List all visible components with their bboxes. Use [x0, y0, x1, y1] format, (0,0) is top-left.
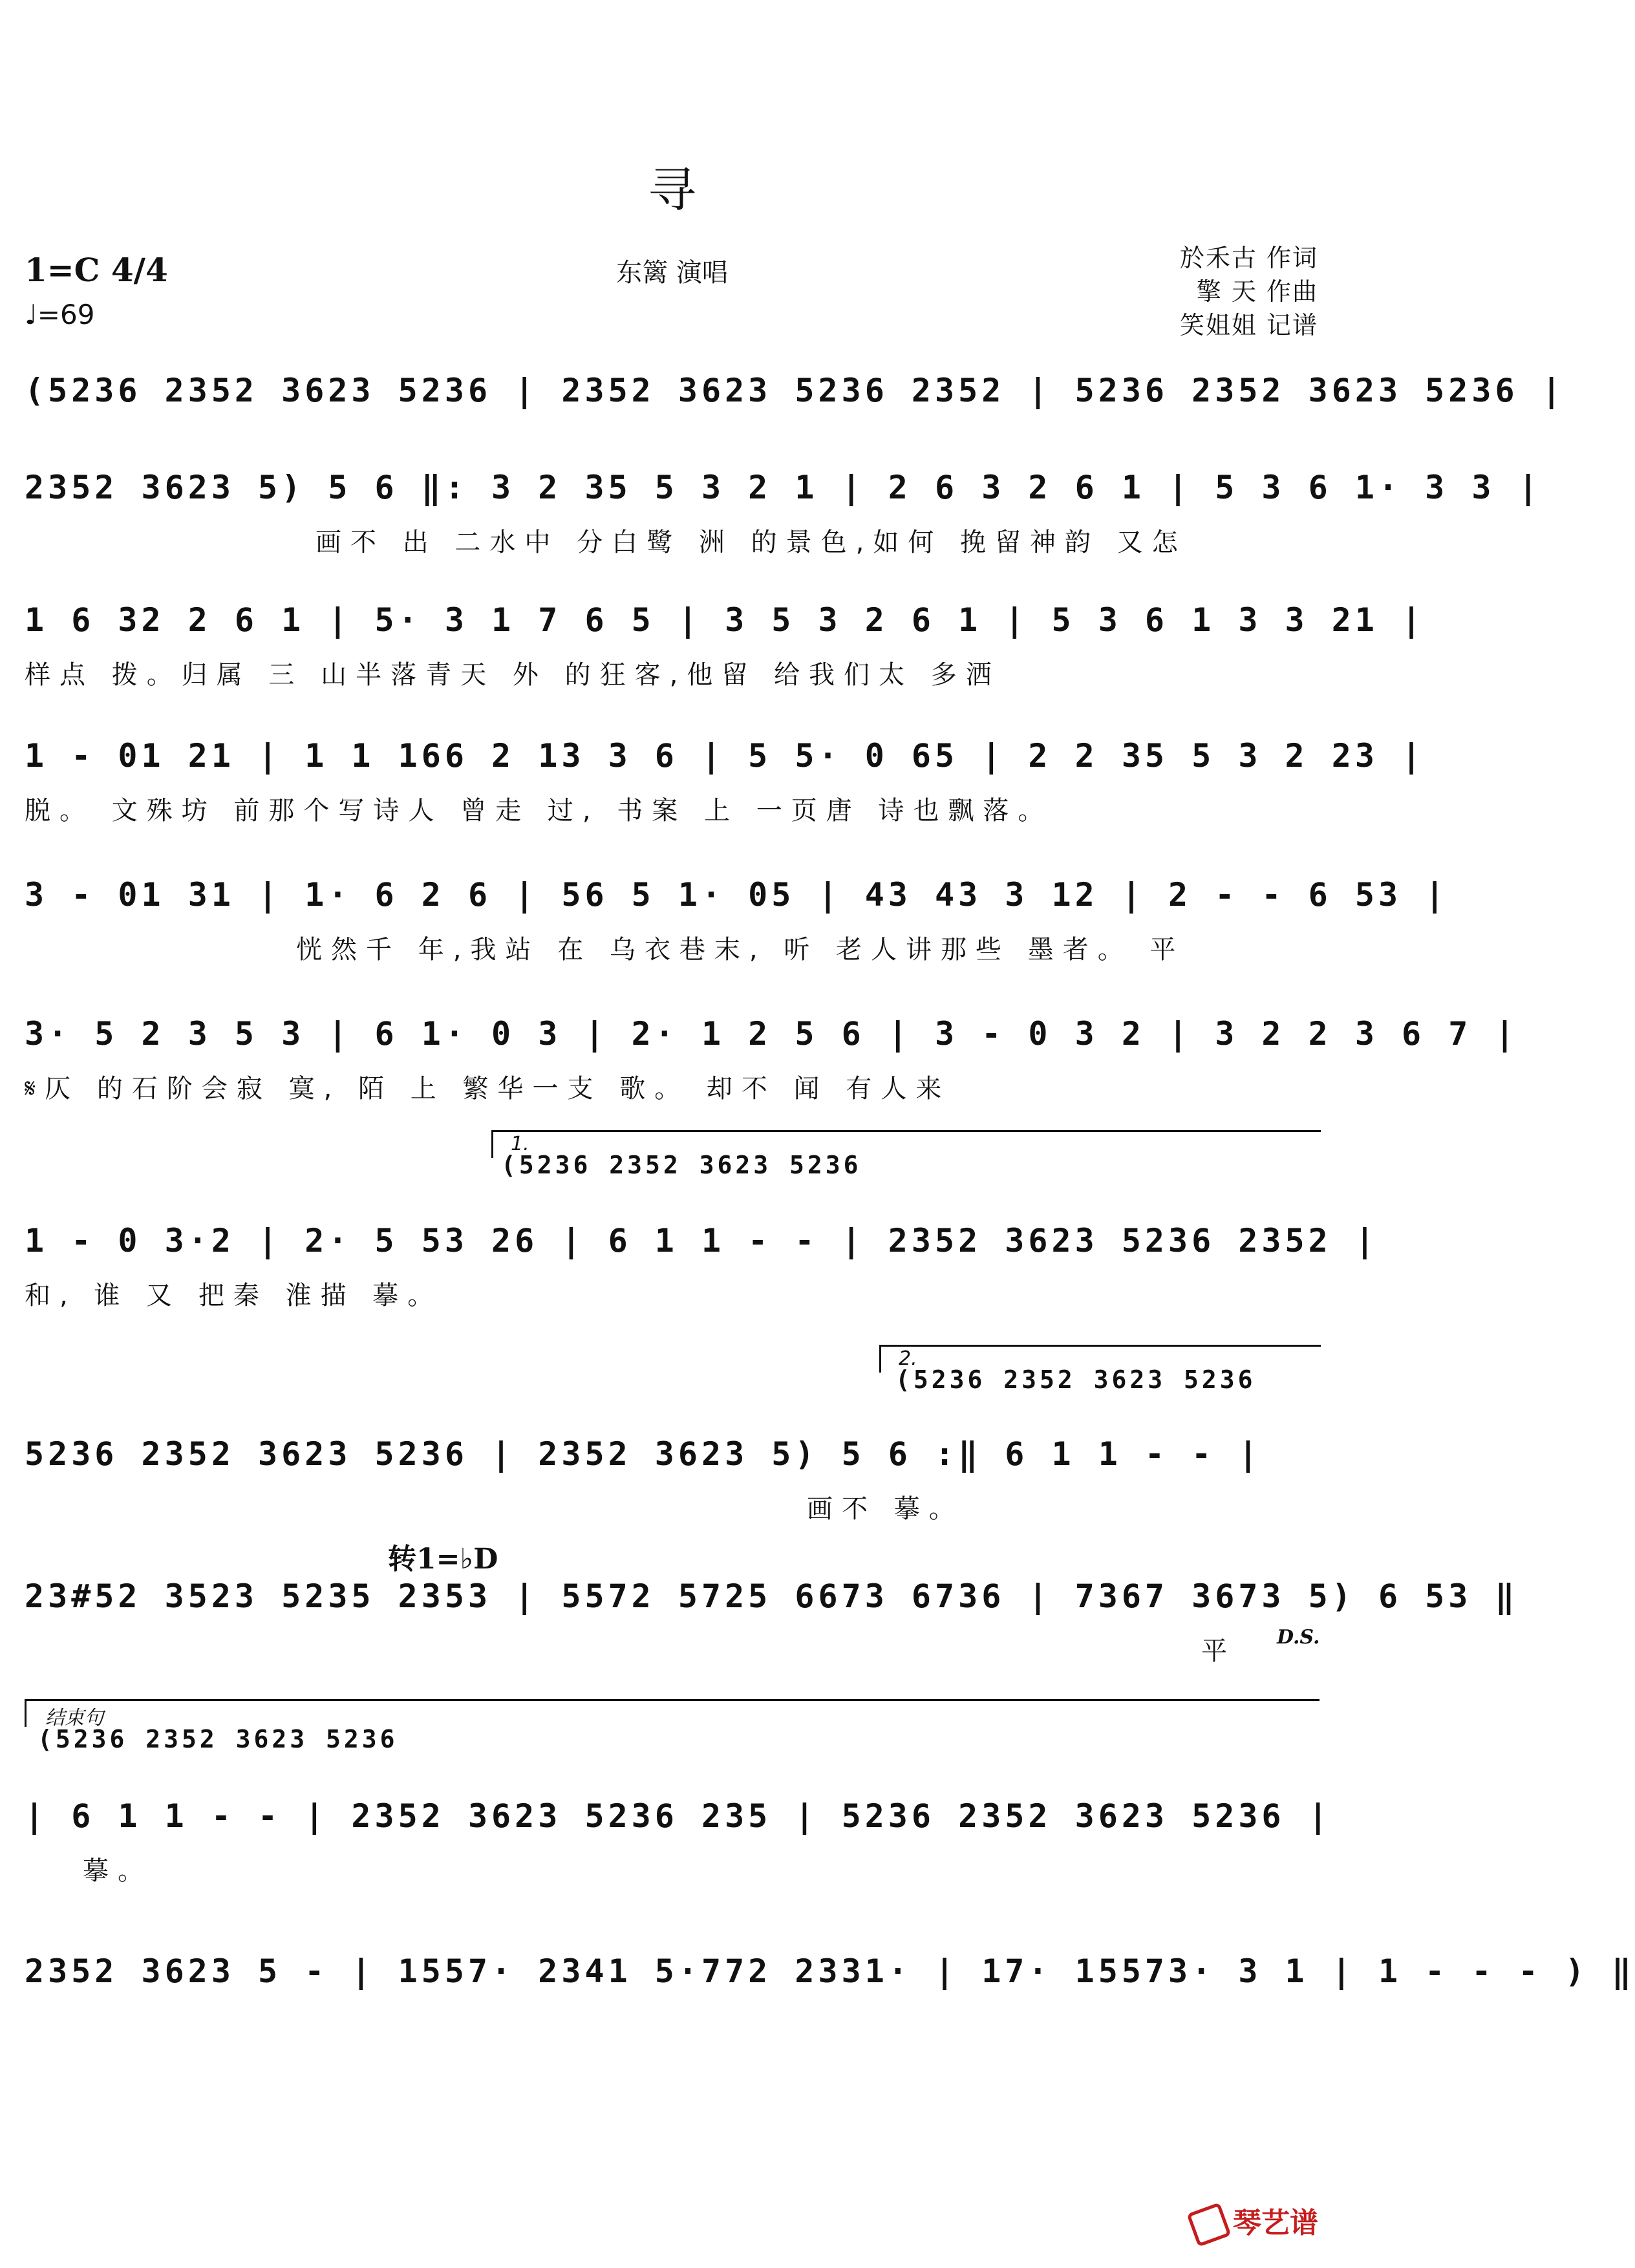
second-ending-label: 2.: [899, 1347, 917, 1370]
lyric-line: 𝄋仄 的石阶会寂 寞, 陌 上 繁华一支 歌。 却不 闻 有人来: [25, 1074, 951, 1104]
score-row-2: [25, 469, 1542, 559]
ending-notes: (5236 2352 3623 5236: [37, 1725, 398, 1753]
notation-line: 23#52 3523 5235 2353 | 5572 5725 6673 6736 | 7367 3673 5) 6 53 ‖: [25, 1578, 1519, 1615]
score-row-8: [25, 1435, 1318, 1526]
lyricist-credit: 於禾古 作词: [1179, 244, 1318, 272]
first-ending-notes: (5236 2352 3623 5236: [501, 1151, 862, 1179]
first-ending-label: 1.: [511, 1133, 529, 1155]
notation-line: 1 - 0 3·2 | 2· 5 53 26 | 6 1 1 - - | 2352 3623 5236 2352 |: [25, 1222, 1378, 1259]
lyric-line: 平: [1201, 1636, 1236, 1666]
logo-icon: [1186, 2202, 1231, 2247]
transcriber-credit: 笑姐姐 记谱: [1179, 311, 1318, 339]
second-ending-notes: (5236 2352 3623 5236: [895, 1365, 1256, 1394]
score-row-9: [25, 1578, 1519, 1668]
notation-line: 2352 3623 5 - | 1557· 2341 5·772 2331· | 17· 15573· 3 1 | 1 - - - ) ‖: [25, 1952, 1635, 1990]
notation-line: 3 - 01 31 | 1· 6 2 6 | 56 5 1· 05 | 43 43 3 12 | 2 - - 6 53 |: [25, 876, 1449, 914]
score-row-5: [25, 876, 1449, 967]
dal-segno-marking: D.S.: [1277, 1626, 1320, 1649]
notation-line: 3· 5 2 3 5 3 | 6 1· 0 3 | 2· 1 2 5 6 | 3 - 0 3 2 | 3 2 2 3 6 7 |: [25, 1015, 1519, 1053]
notation-line: 5236 2352 3623 5236 | 2352 3623 5) 5 6 :‖ 6 1 1 - - |: [25, 1435, 1262, 1473]
composer-credit: 擎 天 作曲: [1196, 277, 1318, 306]
score-row-7: [25, 1222, 1378, 1312]
score-row-6: [25, 1015, 1519, 1106]
lyric-line: 画不 出 二水中 分白鹭 洲 的景色,如何 挽留神韵 又怎: [315, 528, 1187, 557]
lyric-line: 摹。: [83, 1856, 153, 1886]
site-logo: [1192, 2199, 1318, 2242]
score-row-1: [25, 372, 1565, 462]
logo-text: 琴艺谱: [1233, 2207, 1318, 2240]
score-row-11: [25, 1952, 1635, 2043]
notation-line: 1 6 32 2 6 1 | 5· 3 1 7 6 5 | 3 5 3 2 6 1 | 5 3 6 1 3 3 21 |: [25, 601, 1426, 639]
notation-line: | 6 1 1 - - | 2352 3623 5236 235 | 5236 2352 3623 5236 |: [25, 1797, 1332, 1835]
song-title: 寻: [648, 162, 696, 218]
singer-credit: 东篱 演唱: [616, 258, 728, 288]
score-row-10: [25, 1797, 1332, 1888]
notation-line: 2352 3623 5) 5 6 ‖: 3 2 35 5 3 2 1 | 2 6 3 2 6 1 | 5 3 6 1· 3 3 |: [25, 469, 1542, 506]
tempo-marking: ♩=69: [25, 299, 95, 330]
notation-line: (5236 2352 3623 5236 | 2352 3623 5236 2352 | 5236 2352 3623 5236 |: [25, 372, 1565, 409]
lyric-line: 样点 拨。归属 三 山半落青天 外 的狂客,他留 给我们太 多洒: [25, 660, 1001, 690]
lyric-line: 脱。 文殊坊 前那个写诗人 曾走 过, 书案 上 一页唐 诗也飘落。: [25, 796, 1053, 826]
key-signature: 1=C 4/4: [25, 251, 168, 289]
ending-label: 结束句: [45, 1707, 103, 1729]
lyric-line: 和, 谁 又 把秦 淮描 摹。: [25, 1281, 443, 1311]
modulation-marking: 转1=♭D: [388, 1543, 498, 1576]
lyric-line: 画不 摹。: [807, 1494, 964, 1524]
score-row-3: [25, 601, 1426, 692]
ending-bracket: [25, 1699, 1320, 1727]
score-row-4: [25, 737, 1426, 828]
notation-line: 1 - 01 21 | 1 1 166 2 13 3 6 | 5 5· 0 65 | 2 2 35 5 3 2 23 |: [25, 737, 1426, 775]
lyric-line: 恍然千 年,我站 在 乌衣巷末, 听 老人讲那些 墨者。 平: [296, 935, 1185, 965]
